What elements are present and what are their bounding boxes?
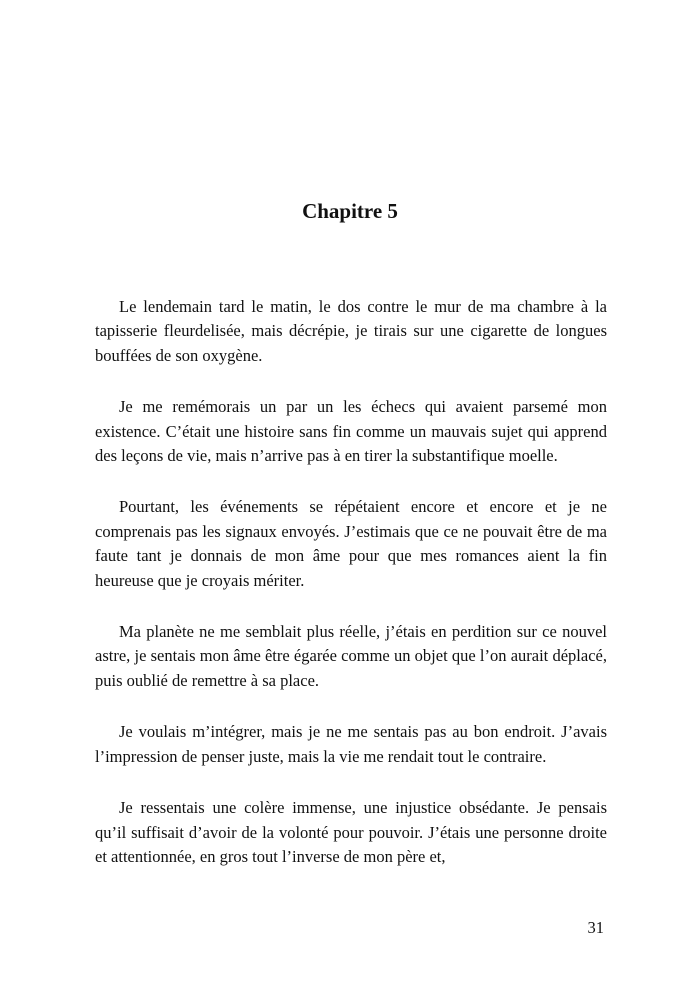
chapter-title: Chapitre 5 [302,199,398,223]
paragraph-1: Le lendemain tard le matin, le dos contre le mur de ma chambre à la tapisserie fleurdelisée, mais décrépie, je tirais sur une cigarette de longues bouffées de son oxygène. [95,297,607,365]
paragraph-3: Pourtant, les événements se répétaient encore et encore et je ne comprenais pas les signaux envoyés. J’estimais que ce ne pouvait être de ma faute tant je donnais de mon âme pour que mes romances aient la fin heureuse que je croyais mériter. [95,497,607,590]
paragraph-4: Ma planète ne me semblait plus réelle, j’étais en perdition sur ce nouvel astre, je sentais mon âme être égarée comme un objet que l’on aurait déplacé, puis oublié de remettre à sa place. [95,622,607,690]
chapter-body [95,295,607,896]
paragraph-5: Je voulais m’intégrer, mais je ne me sentais pas au bon endroit. J’avais l’impression de penser juste, mais la vie me rendait tout le contraire. [95,722,607,766]
page-number: 31 [587,918,604,937]
paragraph-2: Je me remémorais un par un les échecs qui avaient parsemé mon existence. C’était une histoire sans fin comme un mauvais sujet qui apprend des leçons de vie, mais n’arrive pas à en tirer la substantifique moelle. [95,397,607,466]
paragraph-6: Je ressentais une colère immense, une injustice obsédante. Je pensais qu’il suffisait d’avoir de la volonté pour pouvoir. J’étais une personne droite et attentionnée, en gros tout l’inverse de mon père et, [95,798,607,866]
